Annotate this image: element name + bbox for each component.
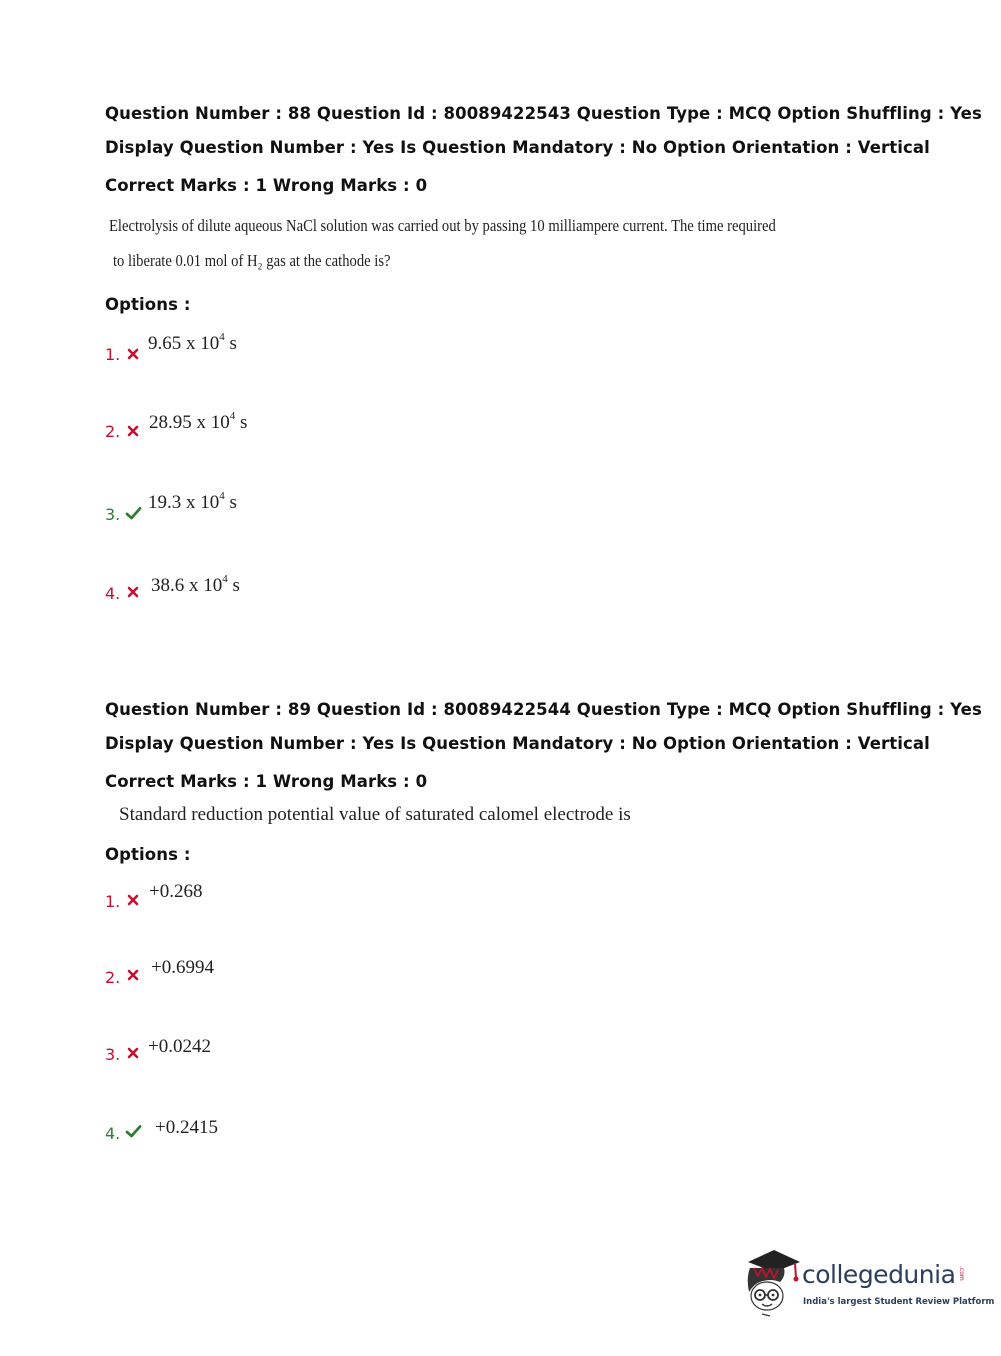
q89-meta-line2: Display Question Number : Yes Is Question Mandatory : No Option Orientation : Vertical xyxy=(105,734,930,753)
q89-options-label: Options : xyxy=(105,845,191,864)
q88-option-2-number: 2. xyxy=(105,422,121,441)
q88-text-line1: Electrolysis of dilute aqueous NaCl solution was carried out by passing 10 milliampere current. The time required xyxy=(109,216,776,235)
cross-icon xyxy=(126,968,140,982)
q88-text-line2: to liberate 0.01 mol of H₂ gas at the cathode is? xyxy=(113,251,391,270)
logo-domain: .com xyxy=(958,1266,965,1281)
cross-icon xyxy=(126,347,140,361)
q89-option-3-value[interactable]: +0.0242 xyxy=(148,1036,211,1057)
cross-icon xyxy=(126,1046,140,1060)
q89-option-2-value[interactable]: +0.6994 xyxy=(151,957,214,978)
q89-option-1-number: 1. xyxy=(105,892,121,911)
collegedunia-logo[interactable] xyxy=(740,1248,995,1318)
q89-meta-line1: Question Number : 89 Question Id : 80089422544 Question Type : MCQ Option Shuffling : Yes xyxy=(105,700,982,719)
q88-options-label: Options : xyxy=(105,295,191,314)
q89-option-1-value[interactable]: +0.268 xyxy=(149,881,203,902)
cross-icon xyxy=(126,424,140,438)
q89-option-3-number: 3. xyxy=(105,1045,121,1064)
check-icon xyxy=(125,1124,142,1138)
q89-option-4-value[interactable]: +0.2415 xyxy=(155,1117,218,1138)
check-icon xyxy=(125,506,142,520)
q89-option-4-number: 4. xyxy=(105,1124,121,1143)
q89-option-2-number: 2. xyxy=(105,968,121,987)
q88-option-1-number: 1. xyxy=(105,345,121,364)
logo-tagline: India's largest Student Review Platform xyxy=(803,1297,995,1307)
mascot-icon xyxy=(740,1248,802,1318)
q88-option-4-value[interactable]: 38.6 x $10^4$ s xyxy=(151,573,240,596)
q88-marks: Correct Marks : 1 Wrong Marks : 0 xyxy=(105,176,428,195)
cross-icon xyxy=(126,585,140,599)
q88-option-1-value[interactable]: 9.65 x $10^4$ s xyxy=(148,331,237,354)
q88-option-3-number: 3. xyxy=(105,505,121,524)
q89-text-line1: Standard reduction potential value of saturated calomel electrode is xyxy=(119,804,631,825)
q88-option-2-value[interactable]: 28.95 x $10^4$ s xyxy=(149,410,248,433)
q88-option-4-number: 4. xyxy=(105,584,121,603)
q88-meta-line2: Display Question Number : Yes Is Question Mandatory : No Option Orientation : Vertical xyxy=(105,138,930,157)
q88-option-3-value[interactable]: 19.3 x $10^4$ s xyxy=(148,490,237,513)
q88-meta-line1: Question Number : 88 Question Id : 80089422543 Question Type : MCQ Option Shuffling : Yes xyxy=(105,104,982,123)
cross-icon xyxy=(126,893,140,907)
logo-wordmark: collegedunia xyxy=(802,1260,956,1289)
q89-marks: Correct Marks : 1 Wrong Marks : 0 xyxy=(105,772,428,791)
